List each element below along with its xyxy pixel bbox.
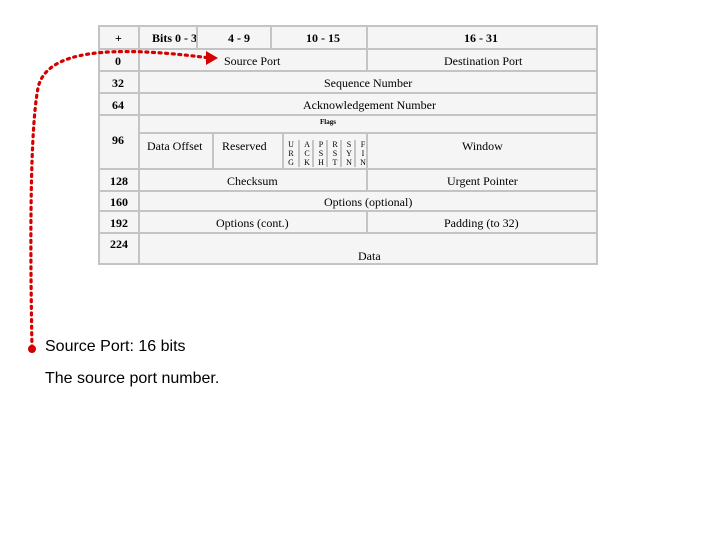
data-field[interactable]: Data: [358, 249, 381, 263]
sequence-number-field[interactable]: Sequence Number: [324, 76, 413, 90]
offset-224: 224: [110, 237, 128, 251]
flag-urg[interactable]: U R G: [288, 140, 294, 167]
offset-0: 0: [115, 54, 121, 68]
reserved-field[interactable]: Reserved: [222, 139, 267, 153]
offset-160: 160: [110, 195, 128, 209]
flag-syn[interactable]: S Y N: [340, 140, 356, 167]
destination-port-field[interactable]: Destination Port: [444, 54, 523, 68]
offset-128: 128: [110, 174, 128, 188]
flags-title: Flags: [320, 118, 336, 126]
offset-64: 64: [112, 98, 124, 112]
source-port-field[interactable]: Source Port: [224, 54, 281, 68]
flag-psh[interactable]: P S H: [312, 140, 328, 167]
options-field[interactable]: Options (optional): [324, 195, 413, 209]
offset-192: 192: [110, 216, 128, 230]
caption-description: The source port number.: [45, 370, 220, 387]
bits-4-9-label: 4 - 9: [228, 31, 250, 45]
window-field[interactable]: Window: [462, 139, 503, 153]
bits-16-31-label: 16 - 31: [464, 31, 498, 45]
offset-96: 96: [112, 133, 124, 147]
flag-fin[interactable]: F I N: [354, 140, 370, 167]
plus-label: +: [115, 31, 122, 45]
bits-10-15-label: 10 - 15: [306, 31, 340, 45]
options-cont-field[interactable]: Options (cont.): [216, 216, 289, 230]
padding-field[interactable]: Padding (to 32): [444, 216, 519, 230]
bits-0-3-label: Bits 0 - 3: [152, 31, 197, 45]
flag-rst[interactable]: R S T: [326, 140, 342, 167]
ack-number-field[interactable]: Acknowledgement Number: [303, 98, 436, 112]
caption-title: Source Port: 16 bits: [45, 338, 186, 355]
urgent-pointer-field[interactable]: Urgent Pointer: [447, 174, 518, 188]
checksum-field[interactable]: Checksum: [227, 174, 278, 188]
offset-32: 32: [112, 76, 124, 90]
data-offset-field[interactable]: Data Offset: [147, 139, 203, 153]
flag-ack[interactable]: A C K: [298, 140, 314, 167]
